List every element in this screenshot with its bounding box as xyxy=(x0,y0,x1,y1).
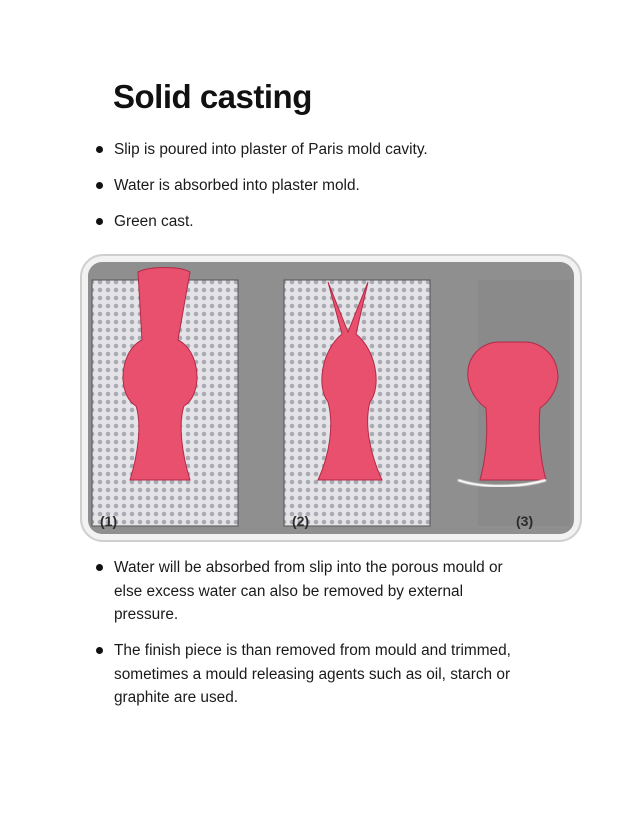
bullet-item xyxy=(96,174,576,198)
bullet-text-line: else excess water can also be removed by external xyxy=(114,582,464,600)
bullet-item xyxy=(96,210,576,234)
bullet-dot-icon xyxy=(96,647,103,654)
panel-1 xyxy=(92,268,238,530)
bullet-item xyxy=(96,639,576,710)
bullet-dot-icon xyxy=(96,146,103,153)
bullet-dot-icon xyxy=(96,182,103,189)
intro-bullet-list xyxy=(96,138,576,246)
bullet-text-line: The finish piece is than removed from mould and trimmed, xyxy=(114,642,511,659)
bullet-item xyxy=(96,556,576,627)
panel-label-2: (2) xyxy=(292,513,310,529)
solid-casting-diagram xyxy=(80,254,582,542)
process-bullet-list xyxy=(96,556,576,722)
bullet-dot-icon xyxy=(96,564,103,571)
bullet-item xyxy=(96,138,576,162)
bullet-text: Green cast. xyxy=(114,213,194,230)
bullet-dot-icon xyxy=(96,218,103,225)
bullet-text: Water is absorbed into plaster mold. xyxy=(114,177,360,194)
bullet-text-line: graphite are used. xyxy=(114,689,239,706)
panel-label-1: (1) xyxy=(100,513,118,529)
bullet-text-line: Water will be absorbed from slip into the porous mould or xyxy=(114,559,503,576)
page-title: Solid casting xyxy=(113,78,312,115)
panel-2 xyxy=(284,280,430,529)
panel-label-3: (3) xyxy=(516,513,534,529)
bullet-text: Slip is poured into plaster of Paris mold cavity. xyxy=(114,141,428,158)
bullet-text-line: pressure. xyxy=(114,606,179,623)
bullet-text-line: sometimes a mould releasing agents such as oil, starch or xyxy=(114,665,511,683)
